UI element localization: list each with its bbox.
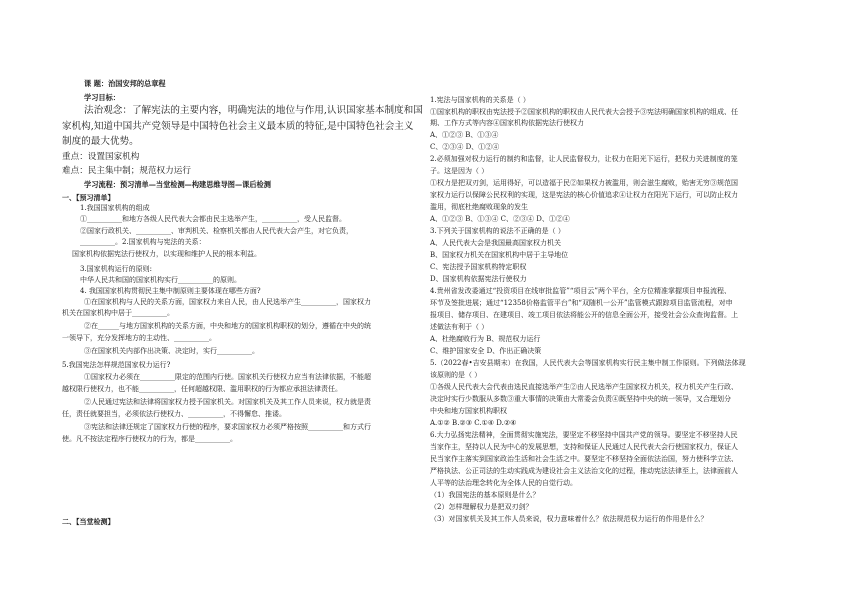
learning-process: 学习流程：预习清单—当堂检测—构建思维导图—课后检测	[84, 180, 271, 189]
question-line: 报项目、储存项目、在建项目、竣工项目依法将能公开的信息全面公开，接受社会公众查询监督。上	[430, 311, 738, 319]
question-line: A、①②③ B、①③④ C、②③④ D、①②④	[430, 215, 570, 223]
question-line: 5.（2022春•吉安县期末）在我国，人民代表大会等国家机构实行民主集中制工作原则。下列做法体现	[430, 359, 746, 367]
question-line: 民当家作主落实到国家政治生活和社会生活之中。要坚定不移坚持全面依法治国，努力使科学立法、	[430, 455, 738, 463]
question-line: C、宪法授予国家机构特定职权	[430, 263, 527, 271]
question-line: （2）怎样理解权力是把双刃剑？	[430, 503, 533, 511]
question-line: A、杜绝腐败行为 B、规范权力运行	[430, 335, 541, 343]
preview-line: ②在______与地方国家机构的关系方面，中央和地方的国家机构职权的划分，遵循在中央的统	[84, 322, 371, 330]
preview-line: ②人民通过宪法和法律将国家权力授予国家机关。对国家机关及其工作人员来说，权力就是责	[84, 398, 371, 406]
key-point: 重点：设置国家机构	[62, 152, 140, 162]
question-line: A.①② B.②③ C.①④ D.②④	[430, 419, 517, 427]
goal-line-1: 法治观念：了解宪法的主要内容，明确宪法的地位与作用,认识国家基本制度和国	[84, 105, 423, 116]
question-line: D、国家机构依据宪法行使权力	[430, 275, 527, 283]
question-line: 3.下列关于国家机构的说法不正确的是（ ）	[430, 227, 565, 235]
question-line: 2.必须加强对权力运行的制约和监督，让人民监督权力，让权力在阳光下运行，把权力关进制度的笼	[430, 155, 738, 163]
difficulty: 难点：民主集中制；规范权力运行	[62, 166, 191, 176]
goals-label: 学习目标：	[84, 93, 120, 102]
question-line: 人平等的法治理念转化为全体人民的自觉行动。	[430, 479, 577, 487]
question-line: （3）对国家机关及其工作人员来说，权力意味着什么？依法规范权力运行的作用是什么？	[430, 515, 708, 523]
preview-line: 中华人民共和国的国家机构实行__________的原则。	[80, 276, 241, 284]
preview-heading: 一、【预习清单】	[62, 193, 115, 202]
question-line: 家权力运行以保障公民权利的实现，这是宪法的核心价值追求④让权力在阳光下运行，可以防止权力	[430, 191, 738, 199]
preview-line: 1.我国国家机构的组成	[80, 204, 150, 212]
lesson-title: 课 题：治国安邦的总章程	[84, 79, 166, 88]
preview-line: 越权限行使权力，也不能__________，任何超越权限、滥用职权的行为都应承担法律责任。	[62, 385, 342, 393]
question-line: 述做法有利于（ ）	[430, 323, 489, 331]
preview-line: 一领导下，充分发挥地方的主动性、__________。	[62, 334, 216, 342]
preview-line: 使。凡不按法定程序行使权力的行为，都是__________。	[62, 435, 237, 443]
question-line: ①各级人民代表大会代表由选民直接选举产生②由人民选举产生国家权力机关，权力机关产生行政、	[430, 383, 738, 391]
preview-line: ③在国家机关内部作出决策、决定时，实行__________。	[84, 347, 259, 355]
question-line: 严格执法、公正司法的生动实践成为建设社会主义法治文化的过程，推动宪法法律至上，法律面前人	[430, 467, 738, 475]
preview-line: ③宪法和法律还规定了国家权力行使的程序，要求国家权力必须严格按照__________和方式行	[84, 423, 371, 431]
preview-line: 3.国家机构运行的原则:	[80, 265, 153, 273]
question-line: 中央和地方国家机构职权	[430, 407, 507, 415]
preview-line: 任，责任就要担当，必须依法行使权力、__________，不得懈怠、推诿。	[62, 410, 286, 418]
question-line: ①国家机构的职权由宪法授予②国家机构的职权由人民代表大会授予③宪法明确国家机构的组成、任	[430, 108, 738, 116]
preview-line: __________。2.国家机构与宪法的关系：	[80, 238, 206, 246]
question-line: 当家作主，坚持以人民为中心的发展思想，支持和保证人民通过人民代表大会行使国家权力，保证人	[430, 443, 738, 451]
question-line: 该原则的是（ ）	[430, 371, 482, 379]
preview-line: 机关在国家机构中居于__________。	[62, 309, 174, 317]
preview-line: 5.我国宪法怎样规范国家权力运行?	[62, 361, 171, 369]
goal-line-3: 制度的最大优势。	[62, 136, 139, 147]
question-line: 决定时实行少数服从多数③重大事情的决策由大常委会负责④既坚持中央的统一领导，又合理划分	[430, 395, 731, 403]
question-line: 4.贵州省发改委通过“投资项目在线审批监管”“项目云”两个平台，全方位精准掌握项目申报流程、	[430, 287, 731, 295]
preview-line: ①在国家机构与人民的关系方面，国家权力来自人民，由人民选举产生__________，国家权力	[84, 298, 371, 306]
goal-line-2: 家机构,知道中国共产党领导是中国特色社会主义最本质的特征,是中国特色社会主义	[62, 121, 414, 132]
question-line: 滥用，彻底杜绝腐败现象的发生	[430, 203, 528, 211]
question-line: A、人民代表大会是我国最高国家权力机关	[430, 239, 562, 247]
question-line: （1）我国宪法的基本原则是什么？	[430, 491, 540, 499]
preview-line: 4. 我国国家机构贯彻民主集中制原则主要体现在哪些方面?	[80, 287, 261, 295]
question-line: B、国家权力机关在国家机构中居于主导地位	[430, 251, 569, 259]
question-line: A、①②③ B、①③④	[430, 131, 499, 139]
question-line: C、维护国家安全 D、作出正确决策	[430, 347, 542, 355]
question-line: 期、工作方式等内容④国家机构依据宪法行使权力	[430, 119, 584, 127]
question-line: 1.宪法与国家机构的关系是（ ）	[430, 96, 530, 104]
preview-line: ②国家行政机关、__________、审判机关、检察机关都由人民代表大会产生，对它负责，	[80, 227, 353, 235]
test-heading: 二、【当堂检测】	[62, 517, 115, 526]
question-line: 6.大力弘扬宪法精神，全面贯彻实施宪法，要坚定不移坚持中国共产党的领导。要坚定不移坚持人民	[430, 431, 738, 439]
question-line: 环节及签批进展；通过“12358价格监管平台”和“双随机一公开”监管模式跟踪项目监管流程，对申	[430, 299, 733, 307]
question-line: 子。这是因为（ ）	[430, 167, 489, 175]
preview-line: ①__________和地方各级人民代表大会都由民主选举产生，__________，受人民监督。	[80, 215, 346, 223]
question-line: C、②③④ D、①②④	[430, 143, 500, 151]
preview-line: ①国家权力必须在__________限定的范围内行使。国家机关行使权力应当有法律依据，不能超	[84, 373, 371, 381]
question-line: ①权力是把双刃剑，运用得好，可以造福于民②如果权力被滥用，则会滋生腐败，贻害无穷③规范国	[430, 179, 738, 187]
preview-line: 国家机构依据宪法行使权力，以实现和维护人民的根本利益。	[72, 250, 261, 258]
